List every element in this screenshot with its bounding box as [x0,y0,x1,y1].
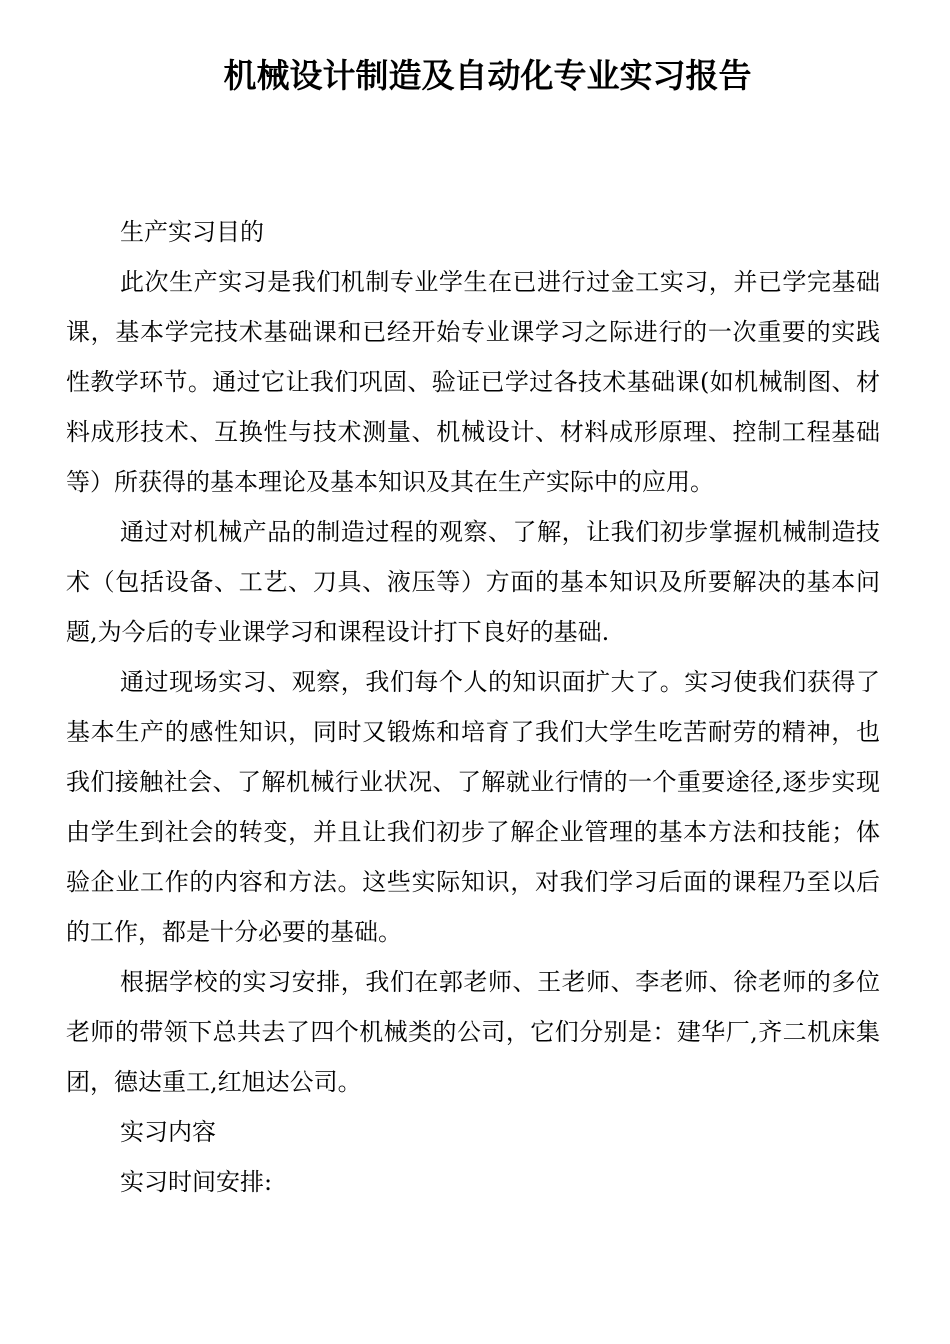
document-body [66,207,880,1207]
paragraph-1: 此次生产实习是我们机制专业学生在已进行过金工实习，并已学完基础课，基本学完技术基础课和已经开始专业课学习之际进行的一次重要的实践性教学环节。通过它让我们巩固、验证已学过各技术基础课(如机械制图、材料成形技术、互换性与技术测量、机械设计、材料成形原理、控制工程基础等）所获得的基本理论及基本知识及其在生产实际中的应用。 [66,268,880,496]
section-heading-content: 实习内容 [120,1118,216,1146]
document-title: 机械设计制造及自动化专业实习报告 [223,56,752,95]
paragraph-2: 通过对机械产品的制造过程的观察、了解，让我们初步掌握机械制造技术（包括设备、工艺、刀具、液压等）方面的基本知识及所要解决的基本问题,为今后的专业课学习和课程设计打下良好的基础. [66,518,880,646]
section-heading-purpose: 生产实习目的 [120,218,264,246]
paragraph-4: 根据学校的实习安排，我们在郭老师、王老师、李老师、徐老师的多位老师的带领下总共去了四个机械类的公司，它们分别是：建华厂,齐二机床集团，德达重工,红旭达公司。 [66,968,880,1096]
paragraph-3: 通过现场实习、观察，我们每个人的知识面扩大了。实习使我们获得了基本生产的感性知识，同时又锻炼和培育了我们大学生吃苦耐劳的精神，也我们接触社会、了解机械行业状况、了解就业行情的一个重要途径,逐步实现由学生到社会的转变，并且让我们初步了解企业管理的基本方法和技能；体验企业工作的内容和方法。这些实际知识，对我们学习后面的课程乃至以后的工作，都是十分必要的基础。 [66,668,880,946]
section-heading-schedule: 实习时间安排: [120,1168,273,1196]
